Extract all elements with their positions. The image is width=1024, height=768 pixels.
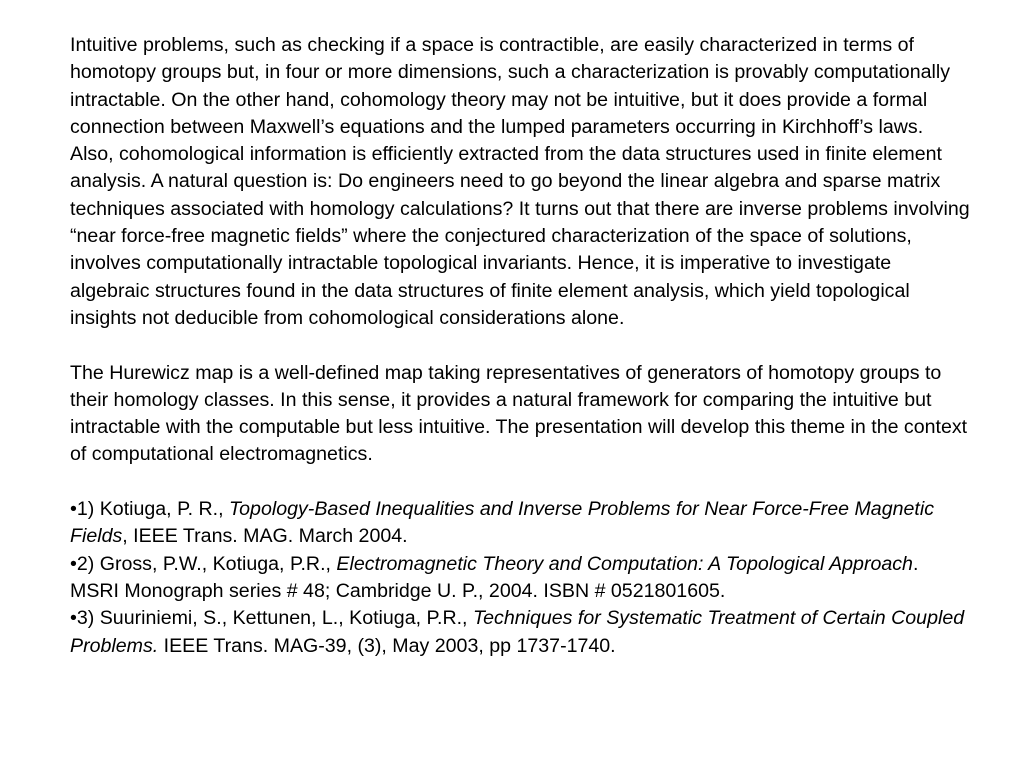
reference-source: . MSRI Monograph series # 48; Cambridge U. P., 2004. ISBN # 0521801605. <box>70 552 919 602</box>
reference-title: Electromagnetic Theory and Computation: A Topological Approach <box>336 552 913 575</box>
reference-source: IEEE Trans. MAG-39, (3), May 2003, pp 1737-1740. <box>158 634 616 657</box>
reference-source: , IEEE Trans. MAG. March 2004. <box>122 525 408 548</box>
reference-authors: •1) Kotiuga, P. R., <box>70 498 229 521</box>
reference-item-2 <box>70 551 970 606</box>
reference-authors: •3) Suuriniemi, S., Kettunen, L., Kotiuga, P.R., <box>70 607 473 630</box>
reference-title: Techniques for Systematic Treatment of Certain Coupled Problems. <box>70 607 965 657</box>
paragraph-spacer <box>70 332 970 359</box>
abstract-paragraph-1: Intuitive problems, such as checking if a space is contractible, are easily characterized in terms of homotopy groups but, in four or more dimensions, such a characterization is provably computationally intractable. On the other hand, cohomology theory may not be intuitive, but it does provide a formal connection between Maxwell’s equations and the lumped parameters occurring in Kirchhoff’s laws. Also, cohomological information is efficiently extracted from the data structures used in finite element analysis. A natural question is: Do engineers need to go beyond the linear algebra and sparse matrix techniques associated with homology calculations? It turns out that there are inverse problems involving “near force-free magnetic fields” where the conjectured characterization of the space of solutions, involves computationally intractable topological invariants. Hence, it is imperative to investigate algebraic structures found in the data structures of finite element analysis, which yield topological insights not deducible from cohomological considerations alone. <box>70 34 970 329</box>
reference-item-1 <box>70 496 970 551</box>
reference-list <box>70 496 970 660</box>
reference-authors: •2) Gross, P.W., Kotiuga, P.R., <box>70 552 337 575</box>
reference-item-3 <box>70 605 970 660</box>
abstract-paragraph-2: The Hurewicz map is a well-defined map taking representatives of generators of homotopy groups to their homology classes. In this sense, it provides a natural framework for comparing the intuitive but intractable with the computable but less intuitive. The presentation will develop this theme in the context of computational electromagnetics. <box>70 361 968 466</box>
paragraph-spacer <box>70 469 970 496</box>
reference-title: Topology-Based Inequalities and Inverse Problems for Near Force-Free Magnetic Fields <box>70 498 934 548</box>
slide-content <box>70 32 970 660</box>
